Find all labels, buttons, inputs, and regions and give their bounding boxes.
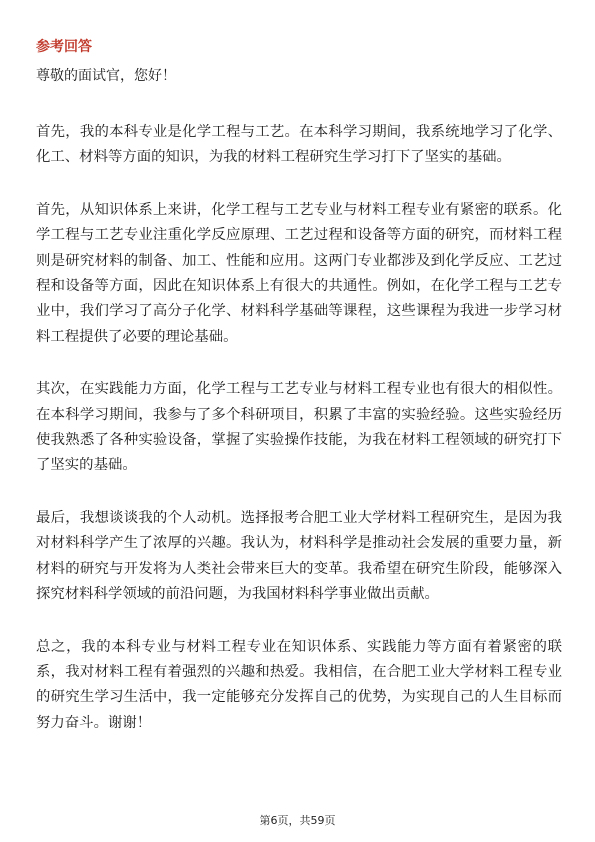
paragraph-motivation: 最后，我想谈谈我的个人动机。选择报考合肥工业大学材料工程研究生，是因为我对材料科学产生了浓厚的兴趣。我认为，材料科学是推动社会发展的重要力量，新材料的研究与开发将为人类社会带来巨大的变革。我希望在研究生阶段，能够深入探究材料科学领域的前沿问题，为我国材料科学事业做出贡献。 xyxy=(36,509,562,603)
paragraph-knowledge: 首先，从知识体系上来讲，化学工程与工艺专业与材料工程专业有紧密的联系。化学工程与工艺专业注重化学反应原理、工艺过程和设备等方面的研究，而材料工程则是研究材料的制备、加工、性能和应用。这两门专业都涉及到化学反应、工艺过程和设备等方面，因此在知识体系上有很大的共通性。例如，在化学工程与工艺专业中，我们学习了高分子化学、材料科学基础等课程，这些课程为我进一步学习材料工程提供了必要的理论基础。 xyxy=(36,201,562,345)
paragraph-practice: 其次，在实践能力方面，化学工程与工艺专业与材料工程专业也有很大的相似性。在本科学习期间，我参与了多个科研项目，积累了丰富的实验经验。这些实验经历使我熟悉了各种实验设备，掌握了实验操作技能，为我在材料工程领域的研究打下了坚实的基础。 xyxy=(36,381,562,474)
page-number-footer: 第6页，共59页 xyxy=(259,814,336,827)
answer-body xyxy=(36,120,562,763)
answer-heading: 参考回答 xyxy=(36,39,92,55)
paragraph-conclusion: 总之，我的本科专业与材料工程专业在知识体系、实践能力等方面有着紧密的联系，我对材料工程有着强烈的兴趣和热爱。我相信，在合肥工业大学材料工程专业的研究生学习生活中，我一定能够充分发挥自己的优势，为实现自己的人生目标而努力奋斗。谢谢！ xyxy=(36,638,562,731)
paragraph-intro: 首先，我的本科专业是化学工程与工艺。在本科学习期间，我系统地学习了化学、化工、材料等方面的知识，为我的材料工程研究生学习打下了坚实的基础。 xyxy=(36,124,562,166)
greeting-line: 尊敬的面试官，您好！ xyxy=(36,68,176,84)
